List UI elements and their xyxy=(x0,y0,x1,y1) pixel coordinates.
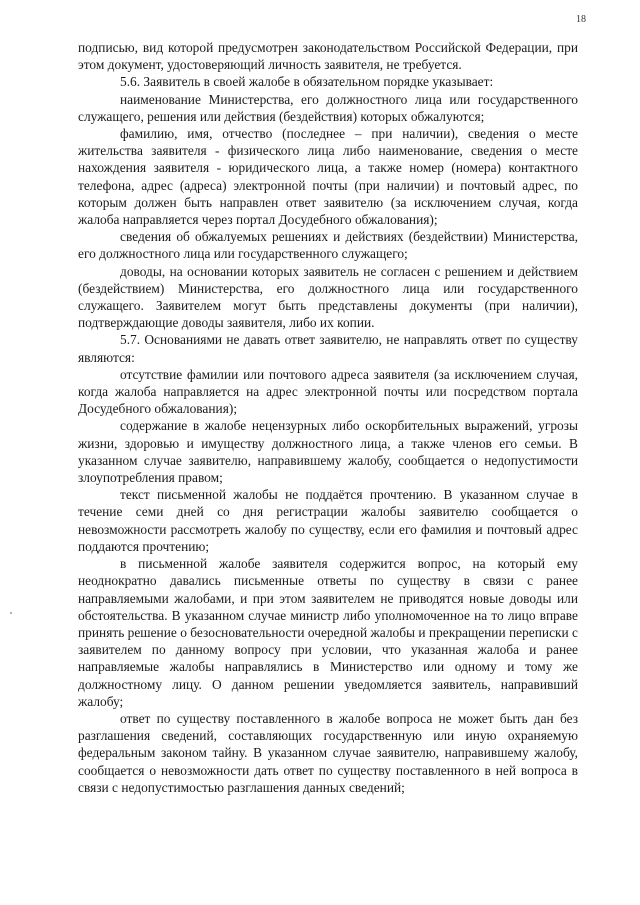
paragraph: содержание в жалобе нецензурных либо оскорбительных выражений, угрозы жизни, здоровью и имуществу должностного лица, а также членов его семьи. В указанном случае заявителю, направившему жалобу, сообщается о недопустимости злоупотребления правом; xyxy=(78,418,578,486)
document-body xyxy=(78,39,578,796)
paragraph: доводы, на основании которых заявитель не согласен с решением и действием (бездействием) Министерства, его должностного лица или государственного служащего. Заявителем могут быть представлены документы (при наличии), подтверждающие доводы заявителя, либо их копии. xyxy=(78,263,578,331)
paragraph: фамилию, имя, отчество (последнее – при наличии), сведения о месте жительства заявителя - физического лица либо наименование, сведения о месте нахождения заявителя - юридического лица, а также номер (номера) контактного телефона, адрес (адреса) электронной почты (при наличии) и почтовый адрес, по которым должен быть направлен ответ заявителю (за исключением случая, когда жалоба направляется через портал Досудебного обжалования); xyxy=(78,126,578,228)
paragraph: 5.6. Заявитель в своей жалобе в обязательном порядке указывает: xyxy=(120,74,494,90)
paragraph: в письменной жалобе заявителя содержится вопрос, на который ему неоднократно давались письменные ответы по существу в связи с ранее направляемыми жалобами, и при этом заявителем не приводятся новые доводы или обстоятельства. В указанном случае министр либо уполномоченное на то лицо вправе принять решение о безосновательности очередной жалобы и прекращении переписки с заявителем по данному вопросу при условии, что указанная жалоба и ранее направляемые жалобы направлялись в Министерство или одному и тому же должностному лицу. О данном решении уведомляется заявитель, направивший жалобу; xyxy=(78,556,578,709)
paragraph: ответ по существу поставленного в жалобе вопроса не может быть дан без разглашения сведений, составляющих государственную или иную охраняемую федеральным законом тайну. В указанном случае заявителю, направившему жалобу, сообщается о невозможности дать ответ по существу поставленного в ней вопроса в связи с недопустимостью разглашения данных сведений; xyxy=(78,710,578,795)
paragraph: подписью, вид которой предусмотрен законодательством Российской Федерации, при этом документ, удостоверяющий личность заявителя, не требуется. xyxy=(78,40,578,73)
scan-speck xyxy=(10,612,12,614)
paragraph: сведения об обжалуемых решениях и действиях (бездействии) Министерства, его должностного лица или государственного служащего; xyxy=(78,229,578,262)
paragraph: наименование Министерства, его должностного лица или государственного служащего, решения или действия (бездействия) которых обжалуются; xyxy=(78,91,578,124)
paragraph: отсутствие фамилии или почтового адреса заявителя (за исключением случая, когда жалоба направляется на адрес электронной почты или посредством портала Досудебного обжалования); xyxy=(78,366,578,417)
page-number: 18 xyxy=(576,14,586,25)
paragraph: 5.7. Основаниями не давать ответ заявителю, не направлять ответ по существу являются: xyxy=(78,332,578,365)
paragraph: текст письменной жалобы не поддаётся прочтению. В указанном случае в течение семи дней со дня регистрации жалобы заявителю сообщается о невозможности рассмотреть жалобу по существу, если его фамилия и почтовый адрес поддаются прочтению; xyxy=(78,487,578,554)
